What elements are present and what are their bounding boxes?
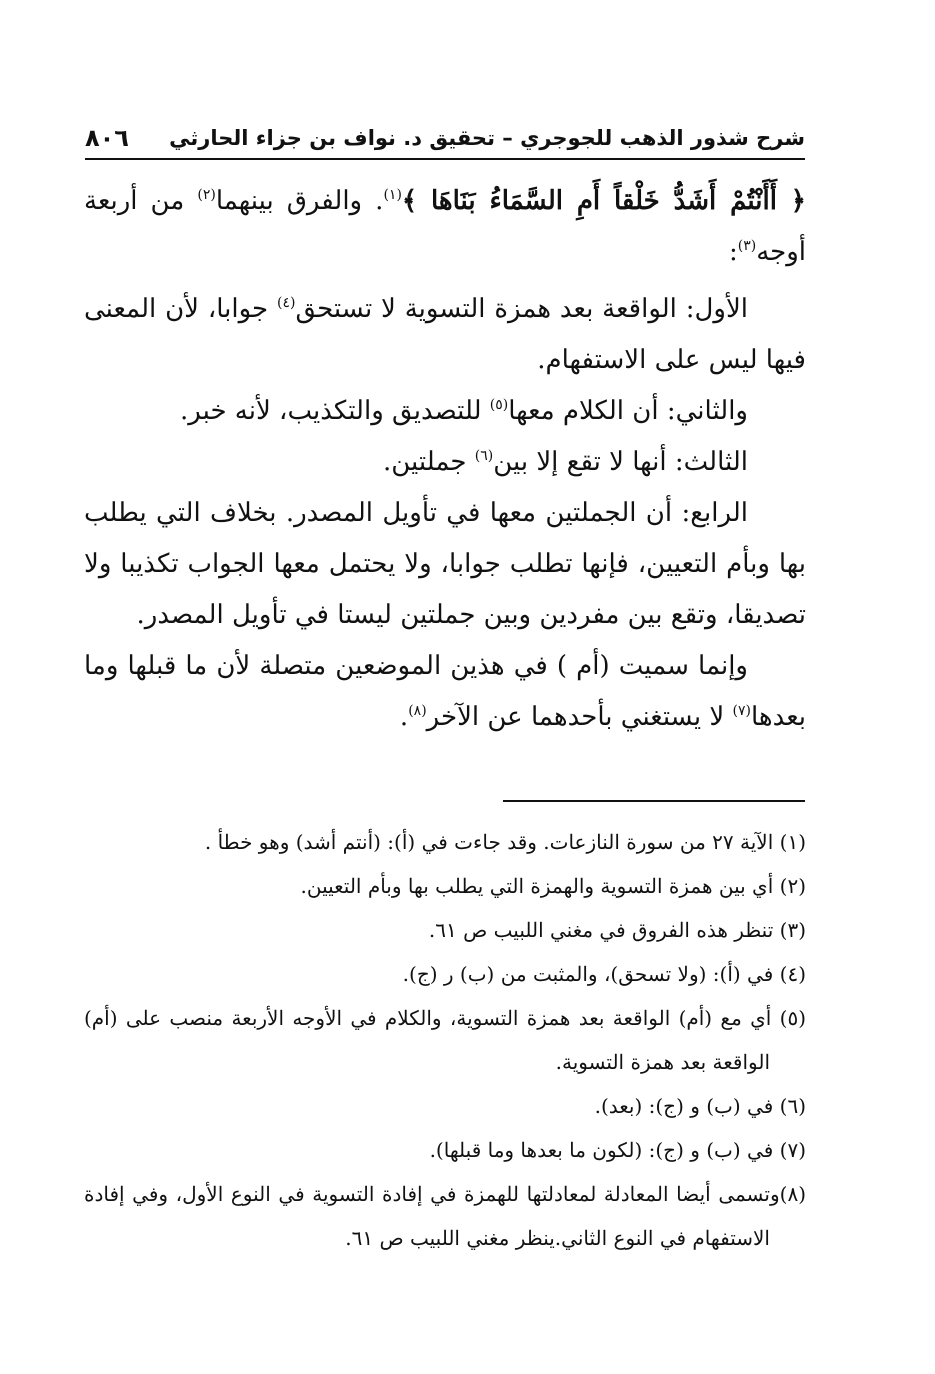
footnote-8: (٨)وتسمى أيضا المعادلة لمعادلتها للهمزة في إفادة التسوية في النوع الأول، وفي إفادة الاستفهام في النوع الثاني.ينظر مغني اللبيب ص ٦١. bbox=[84, 1182, 806, 1250]
paragraph-fourth-difference: الرابع: أن الجملتين معها في تأويل المصدر. بخلاف التي يطلب بها وبأم التعيين، فإنها تطلب جوابا، ولا يحتمل معها الجواب تكذيبا ولا تصديقا، وتقع بين مفردين وبين جملتين ليستا في تأويل المصدر. bbox=[84, 498, 806, 630]
footnote-ref: (٣) bbox=[737, 238, 757, 254]
text-span: لا يستغني بأحدهما عن الآخر bbox=[426, 702, 733, 732]
header-rule bbox=[85, 158, 805, 160]
text-span: . والفرق بينهما bbox=[215, 186, 384, 216]
text-span: الثالث: أنها لا تقع إلا بين bbox=[493, 447, 748, 477]
footnote-ref: (٨) bbox=[408, 703, 427, 719]
footnote-3: (٣) تنظر هذه الفروق في مغني اللبيب ص ٦١. bbox=[428, 918, 806, 942]
text-span: من أربعة أوجه bbox=[84, 186, 806, 267]
footnote-ref: (٢) bbox=[197, 187, 216, 203]
text-span: جملتين. bbox=[383, 447, 475, 477]
footnote-7: (٧) في (ب) و (ج): (لكون ما بعدها وما قبلها). bbox=[429, 1138, 806, 1162]
book-title: شرح شذور الذهب للجوجري – تحقيق د. نواف بن جزاء الحارثي bbox=[169, 126, 805, 150]
footnote-ref: (٤) bbox=[276, 295, 296, 311]
footnotes bbox=[84, 820, 806, 1260]
footnote-5: (٥) أي مع (أم) الواقعة بعد همزة التسوية، والكلام في الأوجه الأربعة منصب على (أم) الواقعة بعد همزة التسوية. bbox=[84, 1006, 806, 1074]
text-span: والثاني: أن الكلام معها bbox=[508, 396, 748, 426]
footnote-4: (٤) في (أ): (ولا تسحق)، والمثبت من (ب) ر (ج). bbox=[402, 962, 806, 986]
footnote-2: (٢) أي بين همزة التسوية والهمزة التي يطلب بها وبأم التعيين. bbox=[300, 874, 806, 898]
text-span: للتصديق والتكذيب، لأنه خبر. bbox=[179, 396, 490, 426]
text-span: وإنما سميت (أم ) في هذين الموضعين متصلة لأن ما قبلها وما بعدها bbox=[84, 651, 806, 732]
text-span: . bbox=[399, 702, 409, 732]
footnote-ref: (٥) bbox=[489, 397, 509, 413]
footnote-ref: (٦) bbox=[474, 448, 494, 464]
footnote-ref: (٧) bbox=[732, 703, 751, 719]
paragraph-naming bbox=[84, 641, 806, 743]
text-span: جوابا، لأن المعنى فيها ليس على الاستفهام. bbox=[84, 294, 806, 375]
footnote-1: (١) الآية ٢٧ من سورة النازعات. وقد جاءت في (أ): (أنتم أشد) وهو خطأ . bbox=[204, 830, 806, 854]
footnote-separator bbox=[503, 800, 805, 802]
running-header bbox=[85, 118, 805, 158]
footnote-ref: (١) bbox=[383, 187, 402, 203]
footnote-6: (٦) في (ب) و (ج): (بعد). bbox=[594, 1094, 806, 1118]
text-span: الأول: الواقعة بعد همزة التسوية لا تستحق bbox=[295, 294, 749, 324]
page-number: ٨٠٦ bbox=[85, 124, 129, 152]
quran-verse: ﴿ أَأَنْتُمْ أَشَدُّ خَلْقاً أَمِ السَّمَاءُ بَنَاهَا ﴾ bbox=[401, 186, 807, 216]
paragraph-third-difference bbox=[84, 437, 806, 488]
paragraph-second-difference bbox=[84, 386, 806, 437]
text-span: : bbox=[728, 237, 738, 267]
paragraph-first-difference bbox=[84, 284, 806, 386]
main-text bbox=[84, 176, 806, 743]
paragraph-quran-verse bbox=[84, 176, 806, 278]
